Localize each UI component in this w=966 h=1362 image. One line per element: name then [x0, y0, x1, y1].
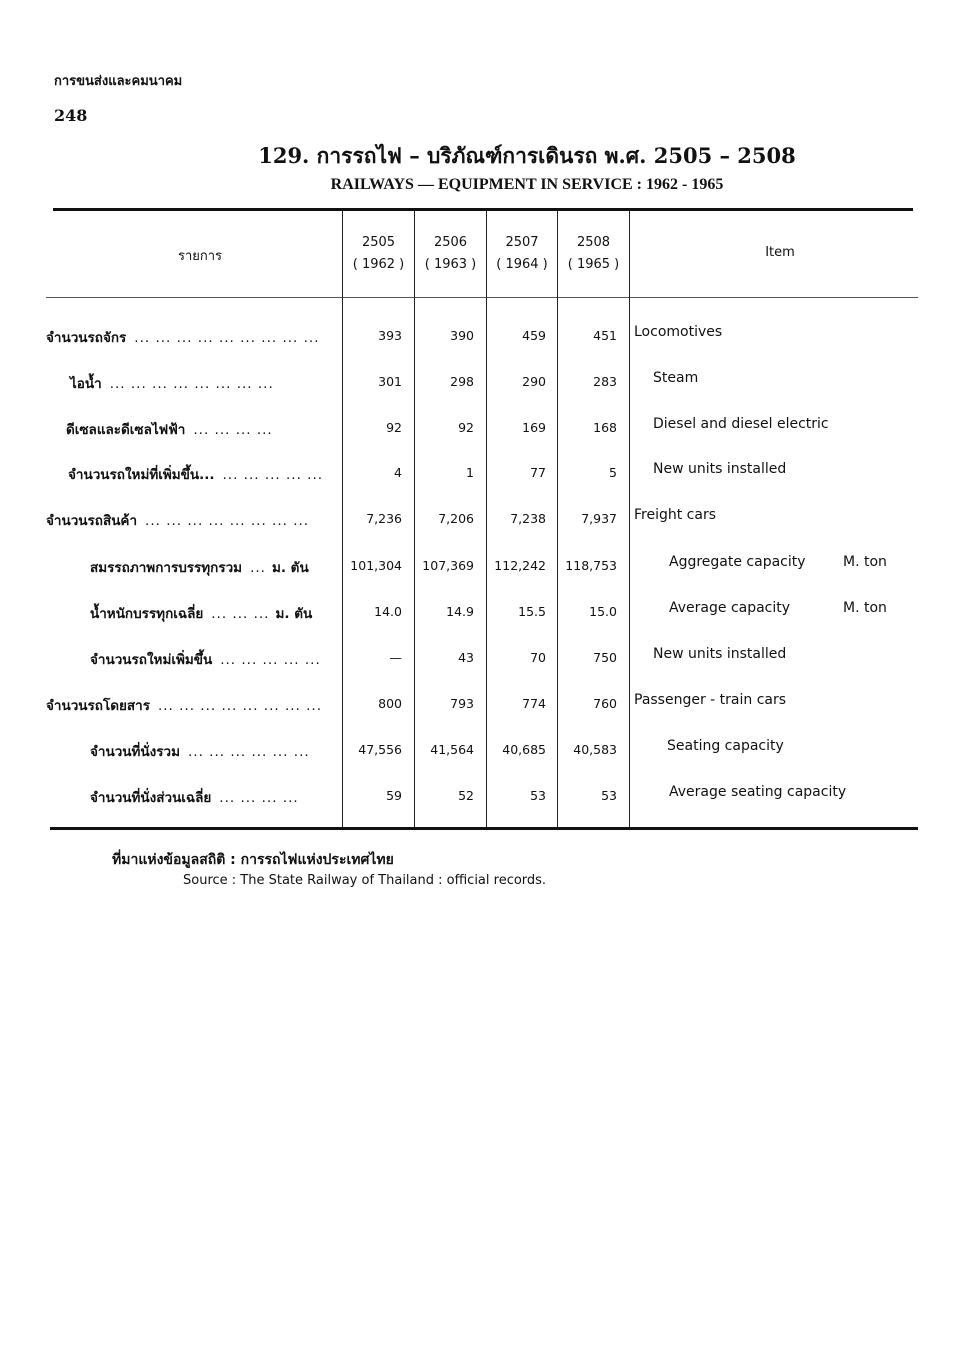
- row-label-english: Steam: [653, 370, 699, 386]
- value-cell: 92: [458, 420, 474, 435]
- year-ad: ( 1964 ): [496, 257, 548, 272]
- value-cell: 793: [450, 696, 474, 711]
- value-cell: 53: [530, 788, 546, 803]
- row-label-english: Seating capacity: [667, 738, 784, 754]
- value-cell: 101,304: [350, 558, 402, 573]
- value-cell: 107,369: [422, 558, 474, 573]
- leader-dots: ...: [250, 560, 266, 576]
- row-label-thai: [46, 326, 320, 348]
- row-label-english: Passenger - train cars: [634, 692, 787, 708]
- header-year-2507: [487, 232, 557, 276]
- table-title-thai: 129. การรถไฟ – บริภัณฑ์การเดินรถ พ.ศ. 2505 – 2508: [258, 143, 796, 168]
- value-cell: 70: [530, 650, 546, 665]
- value-cell: 47,556: [358, 742, 402, 757]
- value-cell: 43: [458, 650, 474, 665]
- row-label-text: จำนวนรถใหม่เพิ่มขึ้น: [90, 652, 213, 668]
- row-label-text: สมรรถภาพการบรรทุกรวม: [90, 560, 243, 576]
- header-year-2505: [343, 232, 414, 276]
- leader-dots: ... ... ... ... ...: [220, 652, 321, 668]
- leader-dots: ... ... ... ... ... ... ... ...: [109, 376, 274, 392]
- row-label-text: ดีเซลและดีเซลไฟฟ้า: [66, 422, 186, 438]
- leader-dots: ... ... ...: [211, 606, 270, 622]
- value-cell: 301: [378, 374, 402, 389]
- row-label-text: จำนวนรถโดยสาร: [46, 698, 150, 714]
- row-label-english: Freight cars: [634, 507, 717, 523]
- row-label-english: New units installed: [653, 461, 787, 477]
- value-cell: 774: [522, 696, 546, 711]
- value-cell: 393: [378, 328, 402, 343]
- table-title-english: RAILWAYS — EQUIPMENT IN SERVICE : 1962 - 1965: [330, 176, 724, 193]
- value-cell: 59: [386, 788, 402, 803]
- value-cell: 800: [378, 696, 402, 711]
- row-label-text: น้ำหนักบรรทุกเฉลี่ย: [90, 606, 204, 622]
- value-cell: 7,937: [581, 511, 617, 526]
- row-label-text: จำนวนที่นั่งรวม: [90, 744, 180, 760]
- year-ad: ( 1962 ): [352, 257, 405, 272]
- row-label-thai: [90, 648, 321, 670]
- leader-dots: ... ... ... ... ... ... ... ... ...: [134, 330, 320, 346]
- row-label-text: จำนวนรถใหม่ที่เพิ่มขึ้น...: [68, 467, 215, 483]
- value-cell: 14.0: [374, 604, 402, 619]
- row-label-text: จำนวนรถสินค้า: [46, 513, 138, 529]
- row-label-text: ไอน้ำ: [70, 376, 102, 392]
- row-label-english: Locomotives: [634, 324, 723, 340]
- leader-dots: ... ... ... ... ... ... ... ...: [145, 513, 310, 529]
- row-label-english: Diesel and diesel electric: [653, 416, 829, 432]
- value-cell: 168: [593, 420, 617, 435]
- header-item-thai: รายการ: [177, 249, 223, 264]
- leader-dots: ... ... ... ... ... ...: [187, 744, 310, 760]
- value-cell: 7,236: [366, 511, 402, 526]
- value-cell: 390: [450, 328, 474, 343]
- row-label-thai: [90, 556, 309, 578]
- header-year-2506: [415, 232, 486, 276]
- row-label-text: จำนวนที่นั่งส่วนเฉลี่ย: [90, 790, 212, 806]
- header-bottom-rule: [46, 297, 918, 298]
- running-head: การขนส่งและคมนาคม: [54, 74, 183, 89]
- row-label-thai: [66, 418, 273, 440]
- header-year-2508: [558, 232, 629, 276]
- value-cell: 92: [386, 420, 402, 435]
- value-cell: 290: [522, 374, 546, 389]
- header-item-english: Item: [765, 245, 795, 260]
- row-label-thai: [90, 786, 299, 808]
- row-label-thai: [46, 509, 309, 531]
- table-bottom-rule: [50, 827, 918, 830]
- row-label-english: New units installed: [653, 646, 787, 662]
- value-cell: 118,753: [565, 558, 617, 573]
- value-cell: 459: [522, 328, 546, 343]
- row-label-english: Aggregate capacity: [669, 554, 806, 570]
- leader-dots: ... ... ... ... ...: [222, 467, 324, 483]
- row-label-thai: [70, 372, 274, 394]
- leader-dots: ... ... ... ... ... ... ... ...: [157, 698, 322, 714]
- value-cell: 14.9: [446, 604, 474, 619]
- value-cell: 40,685: [502, 742, 546, 757]
- value-cell: 15.0: [589, 604, 617, 619]
- value-cell: 112,242: [494, 558, 546, 573]
- row-unit-english: M. ton: [843, 600, 887, 616]
- value-cell: 41,564: [430, 742, 474, 757]
- row-unit-thai: ม. ตัน: [275, 606, 313, 622]
- row-label-thai: [90, 602, 312, 624]
- value-cell: 169: [522, 420, 546, 435]
- page-number: 248: [54, 106, 88, 125]
- value-cell: —: [389, 650, 402, 665]
- value-cell: 750: [593, 650, 617, 665]
- row-unit-thai: ม. ตัน: [271, 560, 309, 576]
- value-cell: 760: [593, 696, 617, 711]
- column-divider: [629, 211, 630, 827]
- value-cell: 451: [593, 328, 617, 343]
- row-unit-english: M. ton: [843, 554, 887, 570]
- value-cell: 5: [609, 465, 617, 480]
- row-label-thai: [46, 694, 322, 716]
- table-top-rule: [53, 208, 913, 211]
- value-cell: 15.5: [518, 604, 546, 619]
- year-be: 2508: [576, 235, 611, 250]
- source-thai: ที่มาแห่งข้อมูลสถิติ : การรถไฟแห่งประเทศไทย: [112, 852, 394, 868]
- leader-dots: ... ... ... ...: [193, 422, 273, 438]
- year-be: 2506: [433, 235, 468, 250]
- value-cell: 7,238: [510, 511, 546, 526]
- year-ad: ( 1965 ): [567, 257, 620, 272]
- value-cell: 53: [601, 788, 617, 803]
- value-cell: 1: [466, 465, 474, 480]
- year-be: 2505: [361, 235, 396, 250]
- source-english: Source : The State Railway of Thailand : official records.: [183, 873, 547, 888]
- value-cell: 40,583: [573, 742, 617, 757]
- year-be: 2507: [505, 235, 539, 250]
- value-cell: 4: [394, 465, 402, 480]
- row-label-thai: [68, 463, 323, 485]
- row-label-thai: [90, 740, 310, 762]
- leader-dots: ... ... ... ...: [219, 790, 299, 806]
- row-label-text: จำนวนรถจักร: [46, 330, 127, 346]
- value-cell: 7,206: [438, 511, 474, 526]
- row-label-english: Average capacity: [669, 600, 791, 616]
- year-ad: ( 1963 ): [424, 257, 477, 272]
- value-cell: 77: [530, 465, 546, 480]
- value-cell: 283: [593, 374, 617, 389]
- row-label-english: Average seating capacity: [669, 784, 847, 800]
- value-cell: 52: [458, 788, 474, 803]
- value-cell: 298: [450, 374, 474, 389]
